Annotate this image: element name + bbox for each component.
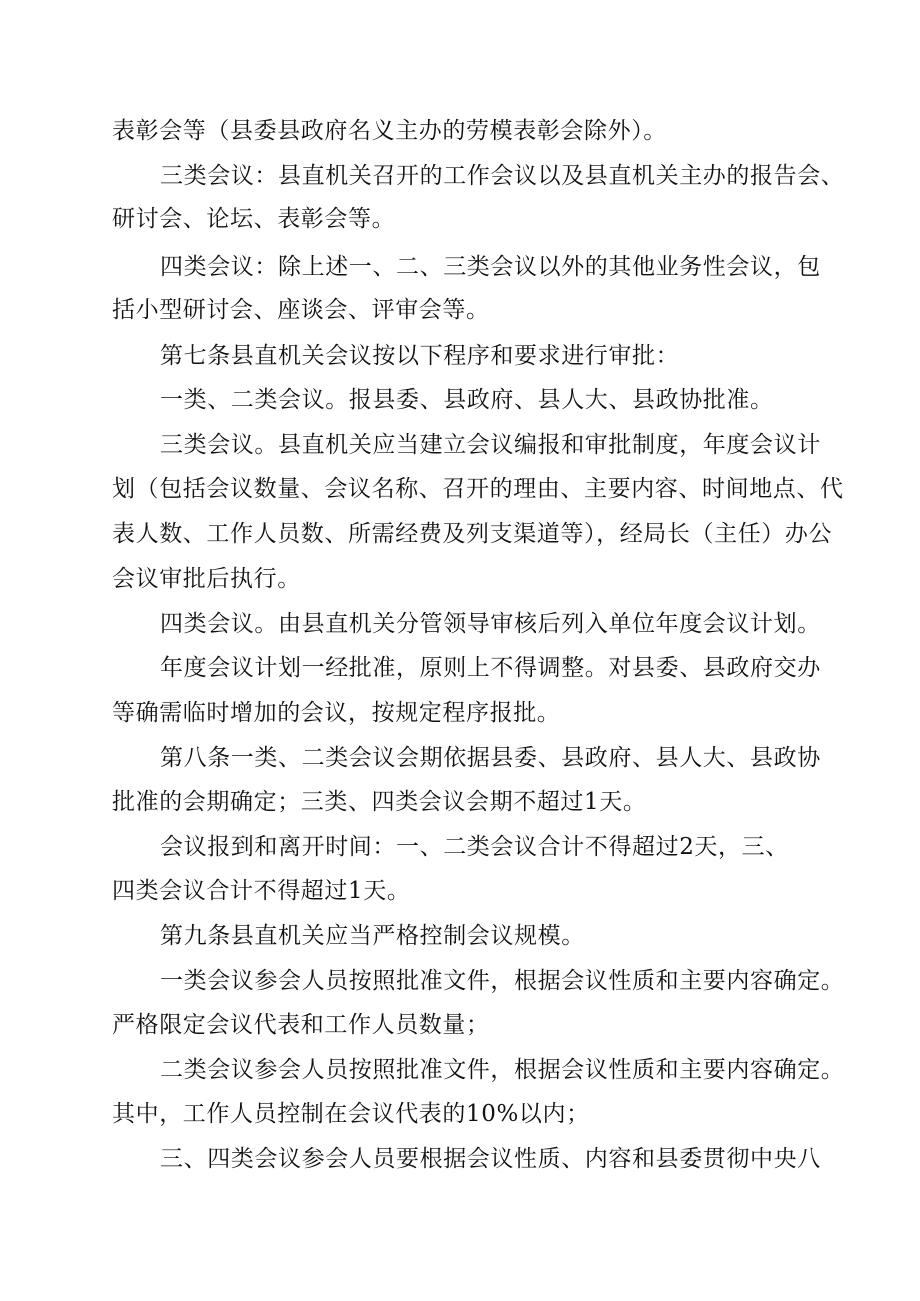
text-line: 表人数、工作人员数、所需经费及列支渠道等），经局长（主任）办公 xyxy=(112,521,833,547)
text-line: 会议审批后执行。 xyxy=(112,566,301,592)
text-line: 第九条县直机关应当严格控制会议规模。 xyxy=(160,923,585,949)
text-line: 三、四类会议参会人员要根据会议性质、内容和县委贯彻中央八 xyxy=(160,1146,821,1172)
text-line: 等确需临时增加的会议，按规定程序报批。 xyxy=(112,700,561,726)
text-line: 三类会议。县直机关应当建立会议编报和审批制度，年度会议计 xyxy=(160,432,821,458)
text-line: 四类会议。由县直机关分管领导审核后列入单位年度会议计划。 xyxy=(160,611,821,637)
text-line: 研讨会、论坛、表彰会等。 xyxy=(112,206,396,232)
text-line: 四类会议：除上述一、二、三类会议以外的其他业务性会议，包 xyxy=(160,254,821,280)
text-line: 一类、二类会议。报县委、县政府、县人大、县政协批准。 xyxy=(160,387,774,413)
text-line: 其中，工作人员控制在会议代表的10%以内； xyxy=(112,1101,590,1127)
text-line: 四类会议合计不得超过1天。 xyxy=(112,878,411,904)
text-line: 括小型研讨会、座谈会、评审会等。 xyxy=(112,297,490,323)
text-line: 划（包括会议数量、会议名称、召开的理由、主要内容、时间地点、代 xyxy=(112,476,844,502)
text-line: 表彰会等（县委县政府名义主办的劳模表彰会除外）。 xyxy=(112,118,667,144)
text-line: 严格限定会议代表和工作人员数量； xyxy=(112,1012,490,1038)
text-line: 二类会议参会人员按照批准文件，根据会议性质和主要内容确定。 xyxy=(160,1057,845,1083)
text-line: 会议报到和离开时间：一、二类会议合计不得超过2天，三、 xyxy=(160,834,789,860)
text-line: 三类会议：县直机关召开的工作会议以及县直机关主办的报告会、 xyxy=(160,163,845,189)
text-line: 第七条县直机关会议按以下程序和要求进行审批： xyxy=(160,343,680,369)
text-line: 年度会议计划一经批准，原则上不得调整。对县委、县政府交办 xyxy=(160,655,821,681)
text-line: 批准的会期确定；三类、四类会议会期不超过1天。 xyxy=(112,789,647,815)
text-line: 第八条一类、二类会议会期依据县委、县政府、县人大、县政协 xyxy=(160,745,821,771)
text-line: 一类会议参会人员按照批准文件，根据会议性质和主要内容确定。 xyxy=(160,968,845,994)
